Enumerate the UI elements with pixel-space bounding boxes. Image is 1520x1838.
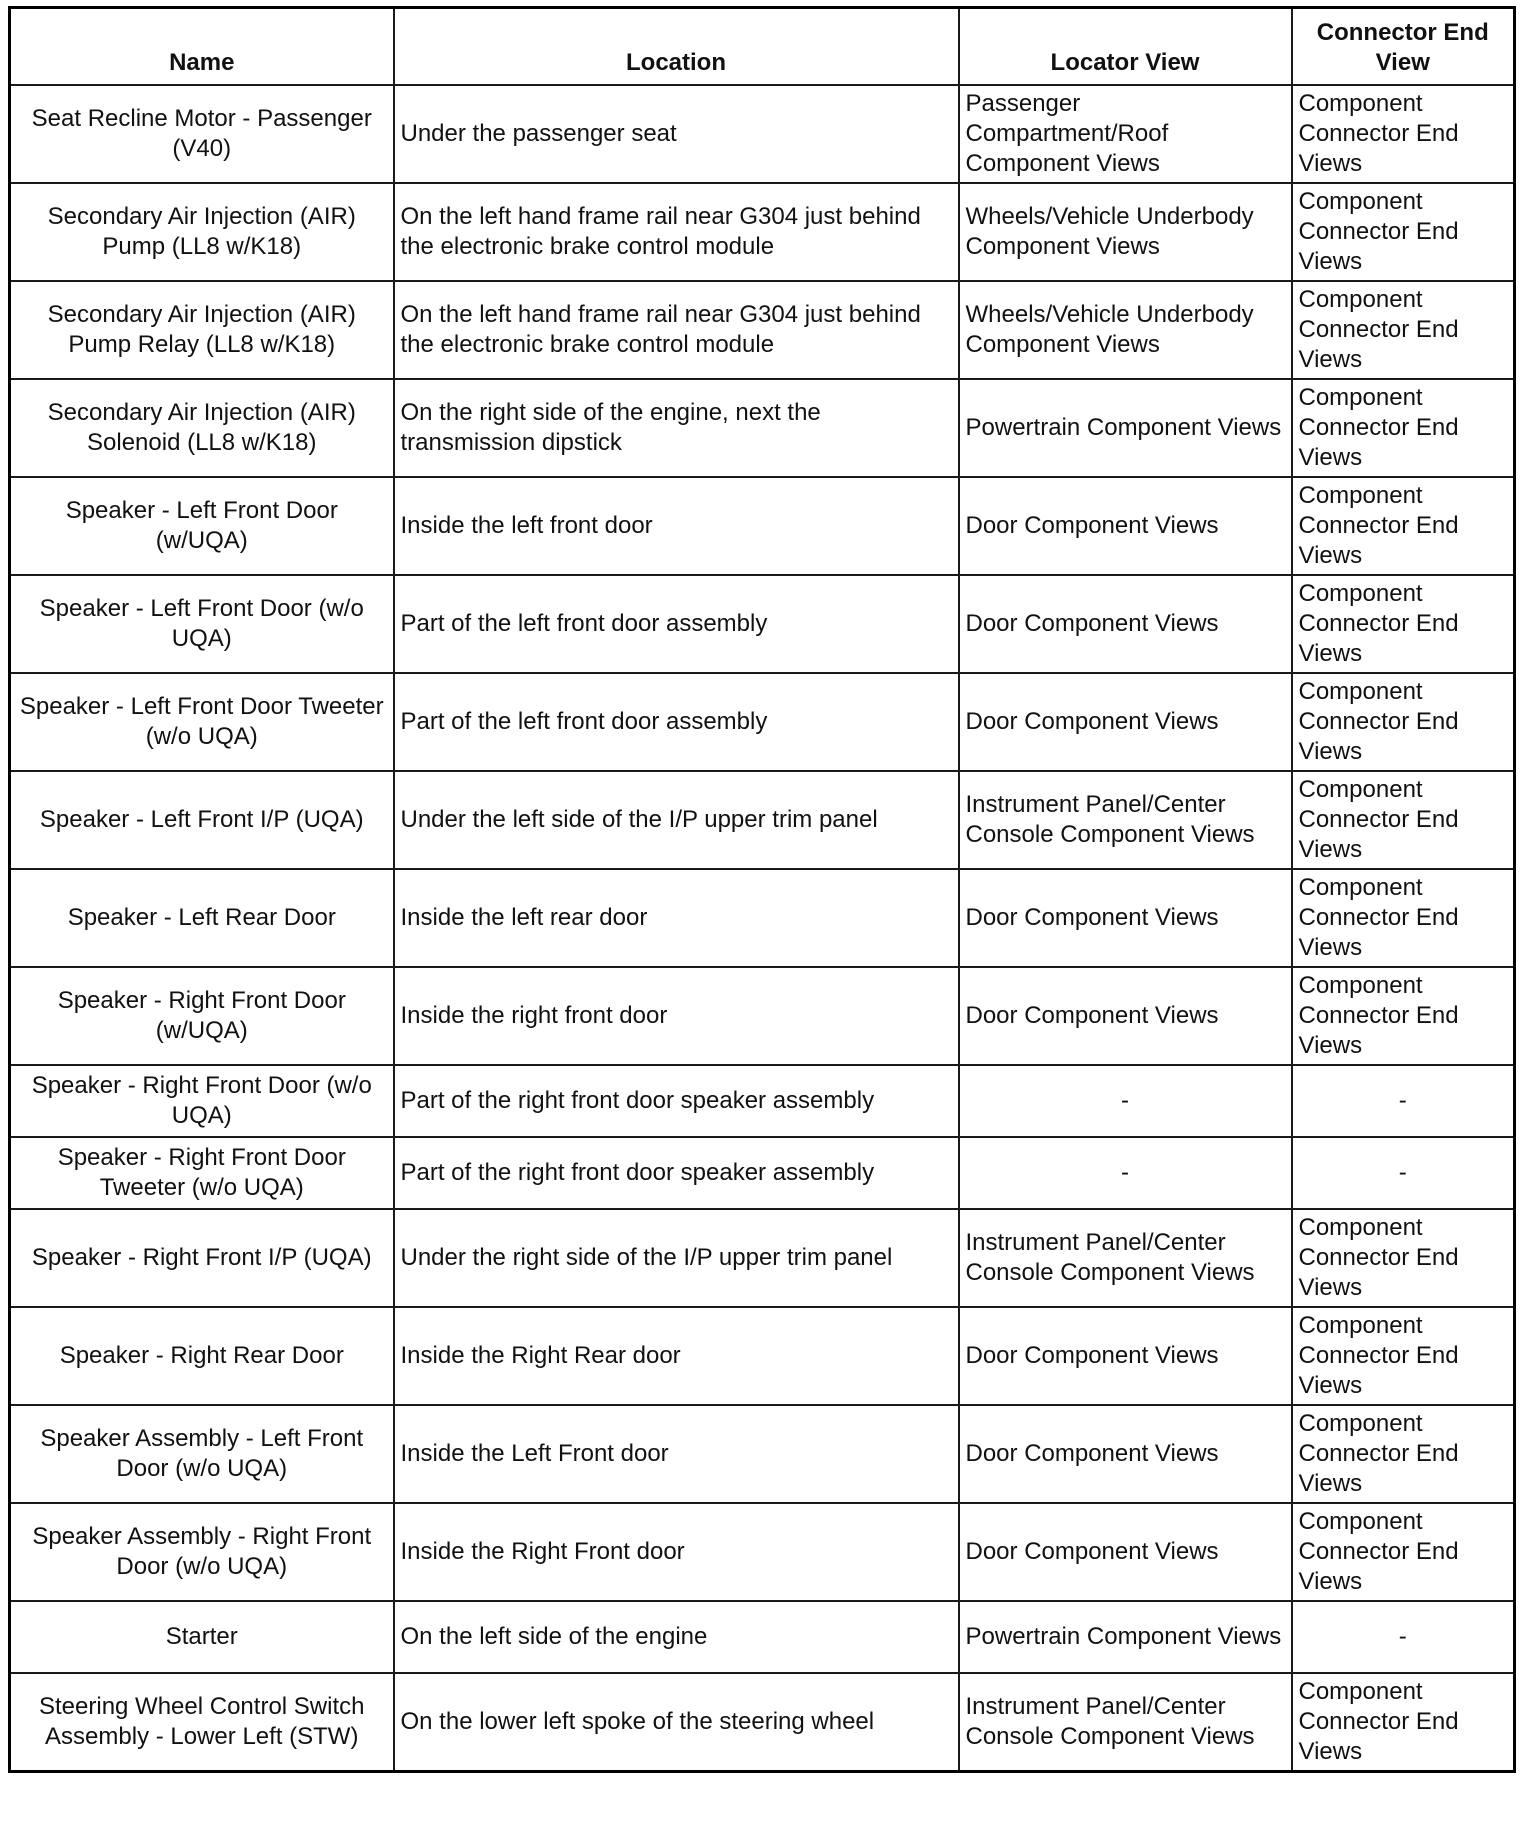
table-row — [10, 1673, 1515, 1772]
cell-name: Speaker - Right Rear Door — [10, 1307, 394, 1405]
cell-name: Speaker - Left Rear Door — [10, 869, 394, 967]
component-locator-table — [8, 6, 1516, 1773]
cell-name: Secondary Air Injection (AIR) Solenoid (LL8 w/K18) — [10, 379, 394, 477]
cell-location: Inside the Right Rear door — [394, 1307, 959, 1405]
cell-locator-view: Door Component Views — [959, 967, 1292, 1065]
table-row — [10, 1307, 1515, 1405]
cell-connector-end-view: Component Connector End Views — [1292, 869, 1515, 967]
cell-name: Speaker - Right Front I/P (UQA) — [10, 1209, 394, 1307]
cell-name: Speaker - Left Front Door Tweeter (w/o UQA) — [10, 673, 394, 771]
cell-locator-view: Wheels/Vehicle Underbody Component Views — [959, 281, 1292, 379]
cell-connector-end-view: Component Connector End Views — [1292, 1209, 1515, 1307]
cell-connector-end-view: - — [1292, 1137, 1515, 1209]
cell-locator-view: Passenger Compartment/Roof Component Views — [959, 85, 1292, 183]
table-row — [10, 967, 1515, 1065]
table-row — [10, 379, 1515, 477]
cell-locator-view: Instrument Panel/Center Console Component Views — [959, 1209, 1292, 1307]
cell-connector-end-view: Component Connector End Views — [1292, 1405, 1515, 1503]
table-row — [10, 1405, 1515, 1503]
table-row — [10, 1065, 1515, 1137]
cell-location: On the left side of the engine — [394, 1601, 959, 1673]
table-row — [10, 869, 1515, 967]
cell-name: Speaker Assembly - Right Front Door (w/o UQA) — [10, 1503, 394, 1601]
table-row — [10, 1209, 1515, 1307]
cell-connector-end-view: Component Connector End Views — [1292, 281, 1515, 379]
cell-connector-end-view: Component Connector End Views — [1292, 477, 1515, 575]
cell-name: Speaker - Left Front Door (w/UQA) — [10, 477, 394, 575]
cell-locator-view: Door Component Views — [959, 575, 1292, 673]
cell-name: Secondary Air Injection (AIR) Pump Relay (LL8 w/K18) — [10, 281, 394, 379]
table-row — [10, 771, 1515, 869]
cell-location: On the left hand frame rail near G304 just behind the electronic brake control module — [394, 183, 959, 281]
header-row — [10, 8, 1515, 86]
cell-name: Speaker - Right Front Door (w/UQA) — [10, 967, 394, 1065]
cell-location: Inside the Left Front door — [394, 1405, 959, 1503]
cell-locator-view: Instrument Panel/Center Console Component Views — [959, 1673, 1292, 1772]
table-row — [10, 183, 1515, 281]
cell-connector-end-view: Component Connector End Views — [1292, 183, 1515, 281]
cell-connector-end-view: Component Connector End Views — [1292, 575, 1515, 673]
table-row — [10, 477, 1515, 575]
header-location: Location — [394, 8, 959, 86]
cell-location: Part of the left front door assembly — [394, 575, 959, 673]
table-row — [10, 85, 1515, 183]
cell-name: Speaker Assembly - Left Front Door (w/o UQA) — [10, 1405, 394, 1503]
cell-locator-view: Door Component Views — [959, 1307, 1292, 1405]
cell-connector-end-view: Component Connector End Views — [1292, 1307, 1515, 1405]
cell-name: Secondary Air Injection (AIR) Pump (LL8 w/K18) — [10, 183, 394, 281]
cell-locator-view: Door Component Views — [959, 1405, 1292, 1503]
cell-connector-end-view: Component Connector End Views — [1292, 379, 1515, 477]
cell-location: Under the passenger seat — [394, 85, 959, 183]
cell-name: Speaker - Right Front Door Tweeter (w/o UQA) — [10, 1137, 394, 1209]
cell-locator-view: Powertrain Component Views — [959, 379, 1292, 477]
header-connector-end-view: Connector End View — [1292, 8, 1515, 86]
cell-locator-view: Wheels/Vehicle Underbody Component Views — [959, 183, 1292, 281]
cell-location: Inside the left front door — [394, 477, 959, 575]
cell-connector-end-view: Component Connector End Views — [1292, 85, 1515, 183]
cell-name: Steering Wheel Control Switch Assembly - Lower Left (STW) — [10, 1673, 394, 1772]
cell-location: Inside the Right Front door — [394, 1503, 959, 1601]
table-row — [10, 281, 1515, 379]
cell-location: Part of the left front door assembly — [394, 673, 959, 771]
cell-locator-view: - — [959, 1065, 1292, 1137]
cell-location: On the left hand frame rail near G304 just behind the electronic brake control module — [394, 281, 959, 379]
table-row — [10, 1601, 1515, 1673]
cell-connector-end-view: Component Connector End Views — [1292, 1503, 1515, 1601]
table-row — [10, 575, 1515, 673]
cell-locator-view: Door Component Views — [959, 869, 1292, 967]
table-row — [10, 673, 1515, 771]
cell-location: Inside the left rear door — [394, 869, 959, 967]
header-name: Name — [10, 8, 394, 86]
cell-locator-view: Powertrain Component Views — [959, 1601, 1292, 1673]
cell-locator-view: Door Component Views — [959, 1503, 1292, 1601]
cell-locator-view: Door Component Views — [959, 477, 1292, 575]
header-locator-view: Locator View — [959, 8, 1292, 86]
cell-location: Inside the right front door — [394, 967, 959, 1065]
cell-locator-view: Instrument Panel/Center Console Component Views — [959, 771, 1292, 869]
cell-connector-end-view: Component Connector End Views — [1292, 771, 1515, 869]
cell-location: Part of the right front door speaker assembly — [394, 1065, 959, 1137]
cell-connector-end-view: - — [1292, 1601, 1515, 1673]
cell-connector-end-view: Component Connector End Views — [1292, 1673, 1515, 1772]
cell-locator-view: Door Component Views — [959, 673, 1292, 771]
cell-location: On the lower left spoke of the steering wheel — [394, 1673, 959, 1772]
cell-location: Part of the right front door speaker assembly — [394, 1137, 959, 1209]
cell-location: On the right side of the engine, next the transmission dipstick — [394, 379, 959, 477]
table-row — [10, 1137, 1515, 1209]
table-body — [10, 85, 1515, 1772]
cell-name: Speaker - Left Front Door (w/o UQA) — [10, 575, 394, 673]
cell-locator-view: - — [959, 1137, 1292, 1209]
cell-name: Speaker - Right Front Door (w/o UQA) — [10, 1065, 394, 1137]
cell-connector-end-view: - — [1292, 1065, 1515, 1137]
cell-name: Speaker - Left Front I/P (UQA) — [10, 771, 394, 869]
cell-connector-end-view: Component Connector End Views — [1292, 967, 1515, 1065]
cell-name: Starter — [10, 1601, 394, 1673]
cell-location: Under the left side of the I/P upper trim panel — [394, 771, 959, 869]
cell-connector-end-view: Component Connector End Views — [1292, 673, 1515, 771]
cell-location: Under the right side of the I/P upper trim panel — [394, 1209, 959, 1307]
table-row — [10, 1503, 1515, 1601]
cell-name: Seat Recline Motor - Passenger (V40) — [10, 85, 394, 183]
